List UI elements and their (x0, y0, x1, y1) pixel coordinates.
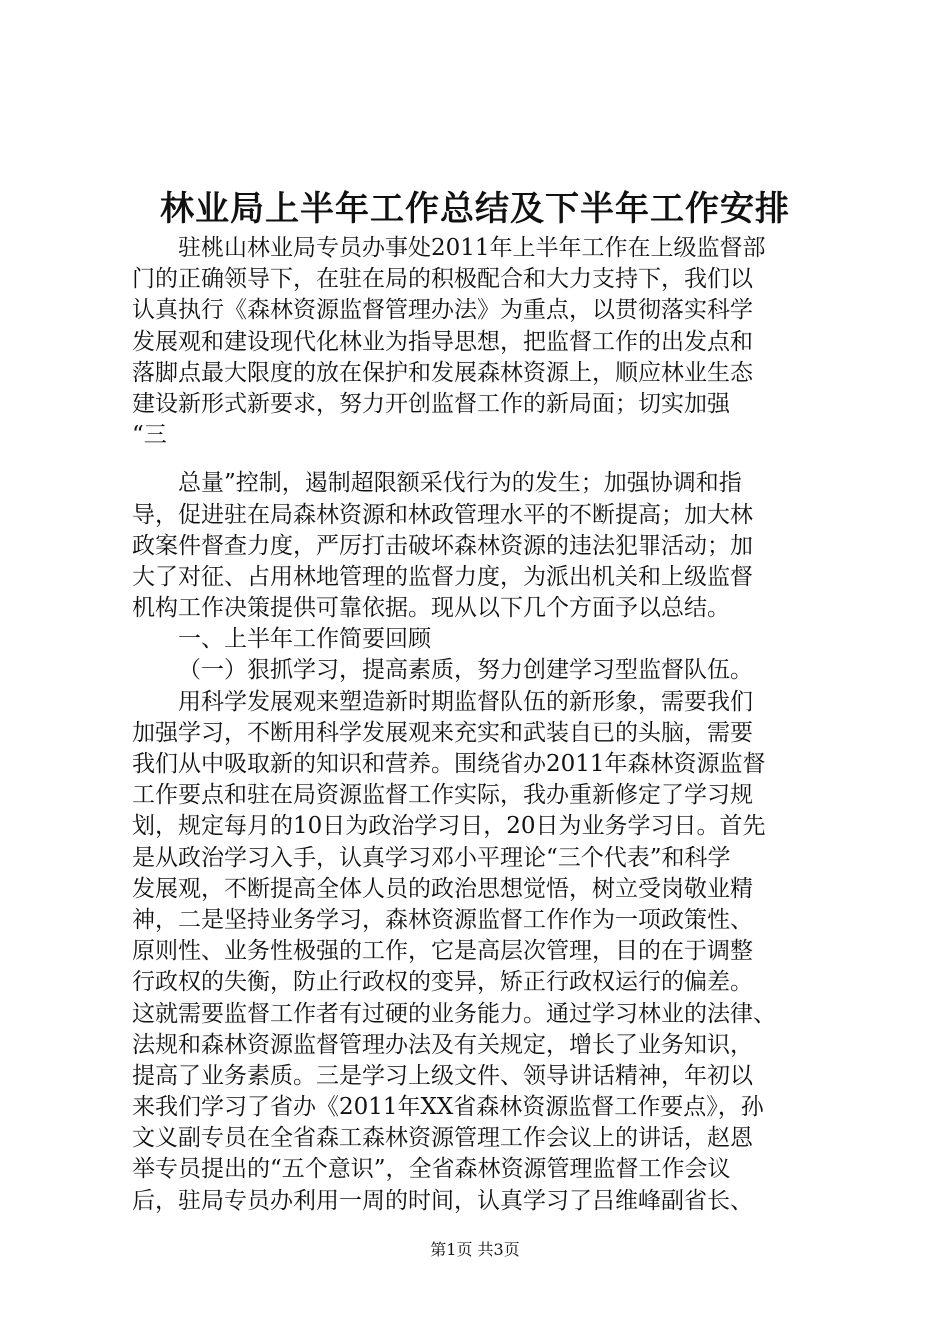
paragraph-line: 认真执行《森林资源监督管理办法》为重点，以贯彻落实科学 (132, 297, 753, 324)
paragraph-line: 工作要点和驻在局资源监督工作实际，我办重新修定了学习规 (132, 782, 753, 809)
paragraph-line: 发展观和建设现代化林业为指导思想，把监督工作的出发点和 (132, 328, 753, 355)
paragraph-line: 举专员提出的“五个意识”，全省森林资源管理监督工作会议 (132, 1156, 731, 1183)
document-title: 林业局上半年工作总结及下半年工作安排 (160, 189, 790, 229)
paragraph-line: 发展观，不断提高全体人员的政治思想觉悟，树立受岗敬业精 (132, 875, 753, 902)
page-footer: 第1页 共3页 (430, 1240, 520, 1259)
paragraph-line: 门的正确领导下，在驻在局的积极配合和大力支持下，我们以 (132, 266, 753, 293)
paragraph-line: 建设新形式新要求，努力开创监督工作的新局面；切实加强 (132, 390, 730, 417)
subsection-heading: （一）狠抓学习，提高素质，努力创建学习型监督队伍。 (178, 657, 753, 684)
paragraph-line: 落脚点最大限度的放在保护和发展森林资源上，顺应林业生态 (132, 359, 753, 386)
paragraph-line: 划，规定每月的10日为政治学习日，20日为业务学习日。首先 (132, 813, 766, 840)
paragraph-line: 后，驻局专员办利用一周的时间，认真学习了吕维峰副省长、 (132, 1187, 753, 1214)
paragraph-line: 原则性、业务性极强的工作，它是高层次管理，目的在于调整 (132, 938, 753, 965)
document-body (132, 233, 832, 1217)
paragraph-line: 是从政治学习入手，认真学习邓小平理论“三个代表”和科学 (132, 844, 731, 871)
paragraph-line: “三 (132, 422, 167, 449)
paragraph-line: 来我们学习了省办《2011年XX省森林资源监督工作要点》，孙 (132, 1094, 764, 1121)
paragraph-line: 政案件督查力度，严厉打击破坏森林资源的违法犯罪活动；加 (132, 532, 753, 559)
paragraph-line: 提高了业务素质。三是学习上级文件、领导讲话精神，年初以 (132, 1062, 753, 1089)
paragraph-line: 行政权的失衡，防止行政权的变异，矫正行政权运行的偏差。 (132, 969, 753, 996)
section-heading: 一、上半年工作简要回顾 (178, 626, 431, 653)
paragraph-line: 神，二是坚持业务学习，森林资源监督工作作为一项政策性、 (132, 906, 753, 933)
paragraph-line: 总量”控制，遏制超限额采伐行为的发生；加强协调和指 (178, 470, 742, 497)
paragraph-line: 我们从中吸取新的知识和营养。围绕省办2011年森林资源监督 (132, 751, 766, 777)
paragraph-line: 法规和森林资源监督管理办法及有关规定，增长了业务知识， (132, 1031, 753, 1058)
paragraph-line: 机构工作决策提供可靠依据。现从以下几个方面予以总结。 (132, 595, 730, 622)
paragraph-line: 驻桃山林业局专员办事处2011年上半年工作在上级监督部 (178, 235, 766, 261)
paragraph-line: 用科学发展观来塑造新时期监督队伍的新形象，需要我们 (178, 688, 753, 715)
paragraph-line: 加强学习，不断用科学发展观来充实和武装自已的头脑，需要 (132, 719, 753, 746)
paragraph-line: 这就需要监督工作者有过硬的业务能力。通过学习林业的法律、 (132, 1000, 776, 1027)
paragraph-line: 导，促进驻在局森林资源和林政管理水平的不断提高；加大林 (132, 501, 753, 528)
paragraph-line: 大了对征、占用林地管理的监督力度，为派出机关和上级监督 (132, 563, 753, 590)
paragraph-line: 文义副专员在全省森工森林资源管理工作会议上的讲话，赵恩 (132, 1125, 753, 1152)
